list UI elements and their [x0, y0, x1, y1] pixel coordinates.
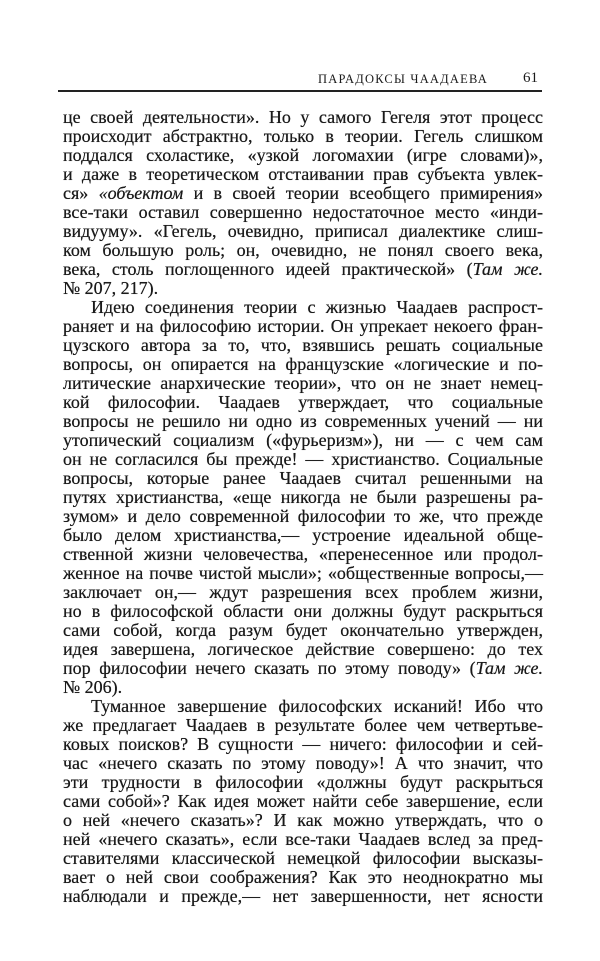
- text-segment: зумом» и дело современной философии то же, что прежде: [63, 506, 543, 526]
- italic-citation: «объектом: [98, 183, 184, 203]
- text-segment: ком большую роль; он, очевидно, не понял своего века,: [63, 240, 543, 260]
- text-line: [63, 887, 543, 906]
- text-segment: вает о ней свои соображения? Как это неоднократно мы: [63, 867, 543, 887]
- text-segment: было делом христианства,— устроение идеальной обще-: [63, 525, 543, 545]
- text-segment: № 207, 217).: [63, 278, 159, 298]
- text-line: [63, 868, 543, 887]
- text-segment: эти трудности в философии «должны будут раскрыться: [63, 772, 543, 792]
- text-segment: сами собой»? Как идея может найти себе завершение, если: [63, 791, 543, 811]
- text-line: [63, 811, 543, 830]
- text-segment: поддался схоластике, «узкой логомахии (игре словами)»,: [63, 145, 543, 165]
- text-line: [63, 393, 543, 412]
- page-number: 61: [523, 70, 538, 86]
- text-line: [63, 374, 543, 393]
- text-line: [63, 241, 543, 260]
- body-text: [63, 108, 543, 906]
- text-line: [63, 184, 543, 203]
- text-line: [63, 317, 543, 336]
- running-title: ПАРАДОКСЫ ЧААДАЕВА: [318, 72, 488, 86]
- text-segment: наблюдали и прежде,— нет завершенности, нет ясности: [63, 886, 543, 906]
- text-segment: час «нечего сказать по этому поводу»! А что значит, что: [63, 753, 543, 773]
- text-line: [63, 203, 543, 222]
- text-segment: все-таки оставил совершенно недостаточное место «инди-: [63, 202, 543, 222]
- text-line: [63, 431, 543, 450]
- text-line: [63, 450, 543, 469]
- text-segment: утопический социализм («фурьеризм»), ни — с чем сам: [63, 430, 543, 450]
- text-segment: ней «нечего сказать», если все-таки Чаадаев вслед за пред-: [63, 829, 543, 849]
- text-line: [63, 165, 543, 184]
- text-segment: идея завершена, логическое действие совершено: до тех: [63, 639, 543, 659]
- text-segment: и даже в теоретическом отстаивании прав субъекта увлек-: [63, 164, 543, 184]
- text-line: [63, 336, 543, 355]
- text-segment: ковых поисков? В сущности — ничего: философии и сей-: [63, 734, 543, 754]
- text-line: [63, 108, 543, 127]
- text-segment: происходит абстрактно, только в теории. Гегель слишком: [63, 126, 543, 146]
- text-segment: но в философской области они должны будут раскрыться: [63, 601, 543, 621]
- text-segment: века, столь поглощенного идеей практической» (: [63, 259, 473, 279]
- text-line: [63, 830, 543, 849]
- header-rule: [58, 90, 542, 92]
- italic-citation: Там же.: [475, 658, 544, 678]
- text-segment: о ней «нечего сказать»? И как можно утверждать, что о: [63, 810, 543, 830]
- text-segment: он не согласился бы прежде! — христианство. Социальные: [63, 449, 543, 469]
- text-line: [63, 716, 543, 735]
- text-line: [63, 222, 543, 241]
- text-segment: литические анархические теории», что он не знает немец-: [63, 373, 543, 393]
- text-segment: и в своей теории всеобщего примирения»: [183, 183, 543, 203]
- text-segment: же предлагает Чаадаев в результате более чем четвертьве-: [63, 715, 543, 735]
- text-line: [63, 773, 543, 792]
- italic-citation: Там же.: [472, 259, 543, 279]
- text-segment: ся»: [63, 183, 99, 203]
- text-line: [63, 640, 543, 659]
- text-line: [63, 621, 543, 640]
- text-segment: вопросы, он опирается на французские «логические и по-: [63, 354, 543, 374]
- text-line: [63, 260, 543, 279]
- text-line: [63, 602, 543, 621]
- text-segment: ственной жизни человечества, «перенесенное или продол-: [63, 544, 543, 564]
- text-segment: пор философии нечего сказать по этому поводу» (: [63, 658, 476, 678]
- text-line: [63, 488, 543, 507]
- text-segment: вопросы не решило ни одно из современных учений — ни: [63, 411, 543, 431]
- text-line: [63, 678, 543, 697]
- text-line: [63, 545, 543, 564]
- text-line: [63, 659, 543, 678]
- text-line: [63, 735, 543, 754]
- text-segment: кой философии. Чаадаев утверждает, что социальные: [63, 392, 543, 412]
- text-line: [63, 507, 543, 526]
- text-segment: вопросы, которые ранее Чаадаев считал решенными на: [63, 468, 543, 488]
- text-line: [63, 564, 543, 583]
- text-segment: путях христианства, «еще никогда не были разрешены ра-: [63, 487, 543, 507]
- text-line: [63, 298, 543, 317]
- text-line: [63, 526, 543, 545]
- text-line: [63, 697, 543, 716]
- text-line: [63, 754, 543, 773]
- text-line: [63, 583, 543, 602]
- text-segment: цузского автора за то, что, взявшись решать социальные: [63, 335, 543, 355]
- text-line: [63, 146, 543, 165]
- text-segment: сами собой, когда разум будет окончательно утвержден,: [63, 620, 543, 640]
- text-line: [63, 849, 543, 868]
- text-segment: видууму». «Гегель, очевидно, приписал диалектике слиш-: [63, 221, 543, 241]
- text-segment: заключает он,— ждут разрешения всех проблем жизни,: [63, 582, 543, 602]
- text-segment: це своей деятельности». Но у самого Гегеля этот процесс: [63, 107, 543, 127]
- text-line: [63, 412, 543, 431]
- text-segment: ставителями классической немецкой философии высказы-: [63, 848, 543, 868]
- text-line: [63, 279, 543, 298]
- text-segment: Идею соединения теории с жизнью Чаадаев распрост-: [91, 297, 543, 317]
- text-line: [63, 355, 543, 374]
- text-segment: Туманное завершение философских исканий! Ибо что: [91, 696, 543, 716]
- text-segment: раняет и на философию истории. Он упрекает некоего фран-: [63, 316, 543, 336]
- text-line: [63, 469, 543, 488]
- text-segment: женное на почве чистой мысли»; «общественные вопросы,—: [63, 563, 543, 583]
- text-segment: № 206).: [63, 677, 123, 697]
- text-line: [63, 792, 543, 811]
- text-line: [63, 127, 543, 146]
